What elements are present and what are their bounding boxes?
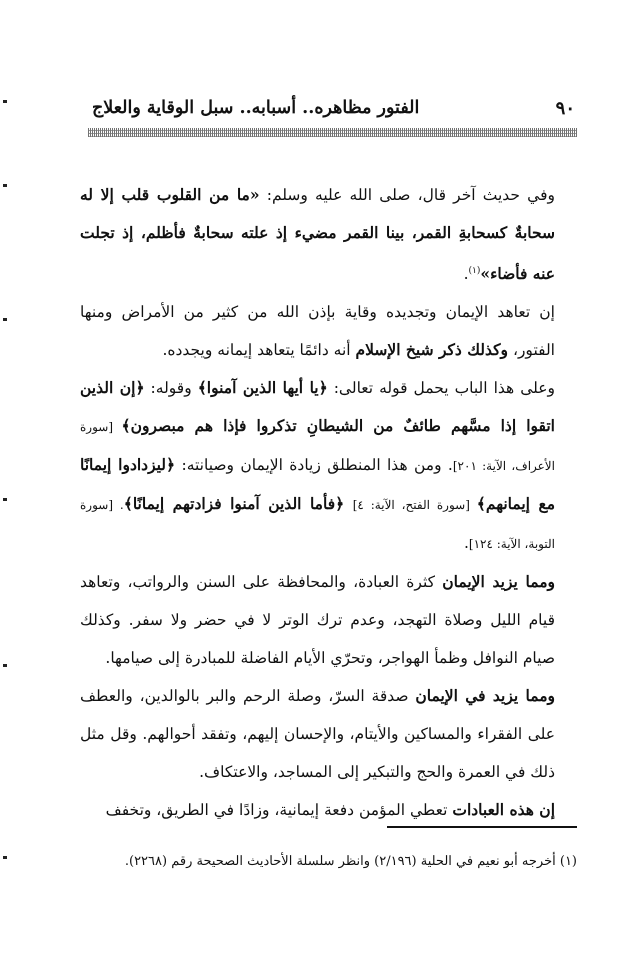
running-title: الفتور مظاهره.. أسبابه.. سبل الوقاية والعلاج	[92, 98, 420, 118]
hadith-text: «ما من القلوب قلب إلا له سحابةٌ كسحابةِ القمر، بينا القمر مضيء إذ علته سحابةٌ فأظلم، إذ تجلت عنه فأضاء»	[80, 185, 555, 284]
footnote-reference[interactable]: (١)	[468, 266, 481, 276]
verse-citation: [سورة الفتح، الآية: ٤]	[352, 498, 477, 513]
page-header	[92, 96, 575, 124]
charity-bold: ومما يزيد في الإيمان	[415, 686, 555, 706]
footnote-marker: (١)	[559, 854, 577, 869]
page-number: ٩٠	[555, 98, 575, 119]
worship-text: كثرة العبادة، والمحافظة على السنن والرواتب، وتعاهد قيام الليل وصلاة التهجد، وعدم ترك الوتر لا في حضر ولا سفر. وكذلك صيام النوافل وظمأ الهواجر، وتحرّي الأيام الفاضلة للمبادرة إلى صيامها.	[80, 573, 555, 668]
margin-mark	[3, 498, 7, 501]
footnote	[84, 846, 577, 878]
boost-text: تعطي المؤمن دفعة إيمانية، وزادًا في الطريق، وتخفف	[105, 801, 453, 820]
renewal-text: إن تعاهد الإيمان وتجديده وقاية بإذن الله من كثير من الأمراض ومنها الفتور،	[80, 303, 555, 360]
verse-citation: . [سورة التوبة، الآية: ١٢٤]	[80, 498, 555, 552]
verse-quote: ﴿يا أيها الذين آمنوا﴾	[197, 378, 328, 398]
footnote-divider	[387, 826, 577, 828]
header-divider	[88, 128, 577, 137]
paragraph-charity	[80, 677, 577, 791]
paragraph-boost	[80, 791, 577, 829]
paragraph-verses	[80, 369, 577, 563]
paragraph-hadith	[80, 176, 577, 293]
margin-mark	[3, 100, 7, 103]
verses-connector: وقوله:	[144, 379, 198, 398]
verses-connector: . ومن هذا المنطلق زيادة الإيمان وصيانته:	[175, 456, 453, 475]
paragraph-renewal	[80, 293, 577, 369]
verse-citation: [سورة الأعراف، الآية: ٢٠١]	[80, 420, 555, 474]
paragraph-end: .	[463, 265, 469, 284]
margin-mark	[3, 856, 7, 859]
verse-quote: ﴿إن الذين اتقوا إذا مسَّهم طائفٌ من الشيطانِ تذكروا فإذا هم مبصرون﴾	[80, 378, 555, 436]
margin-mark	[3, 184, 7, 187]
paragraph-worship	[80, 563, 577, 677]
main-text	[80, 176, 577, 829]
margin-mark	[3, 318, 7, 321]
footnote-text: أخرجه أبو نعيم في الحلية (٢/١٩٦) وانظر سلسلة الأحاديث الصحيحة رقم (٢٢٦٨).	[124, 854, 556, 869]
verse-quote: ﴿ليزدادوا إيمانًا مع إيمانهم﴾	[80, 455, 556, 514]
renewal-text-end: أنه دائمًا يتعاهد إيمانه ويجدده.	[162, 341, 356, 360]
verse-quote: ﴿فأما الذين آمنوا فزادتهم إيمانًا﴾	[123, 494, 353, 514]
hadith-intro: وفي حديث آخر قال، صلى الله عليه وسلم:	[259, 186, 555, 204]
renewal-bold: وكذلك ذكر شيخ الإسلام	[355, 340, 509, 360]
worship-bold: ومما يزيد الإيمان	[442, 572, 556, 592]
margin-mark	[3, 664, 7, 667]
verses-intro: وعلى هذا الباب يحمل قوله تعالى:	[327, 379, 555, 398]
boost-bold: إن هذه العبادات	[452, 800, 555, 820]
charity-text: صدقة السرّ، وصلة الرحم والبر بالوالدين، والعطف على الفقراء والمساكين والأيتام، والإحسان إليهم، وتفقد أحوالهم. وقل مثل ذلك في العمرة والحج والتبكير إلى المساجد، والاعتكاف.	[80, 687, 555, 782]
paragraph-end: .	[463, 534, 469, 553]
